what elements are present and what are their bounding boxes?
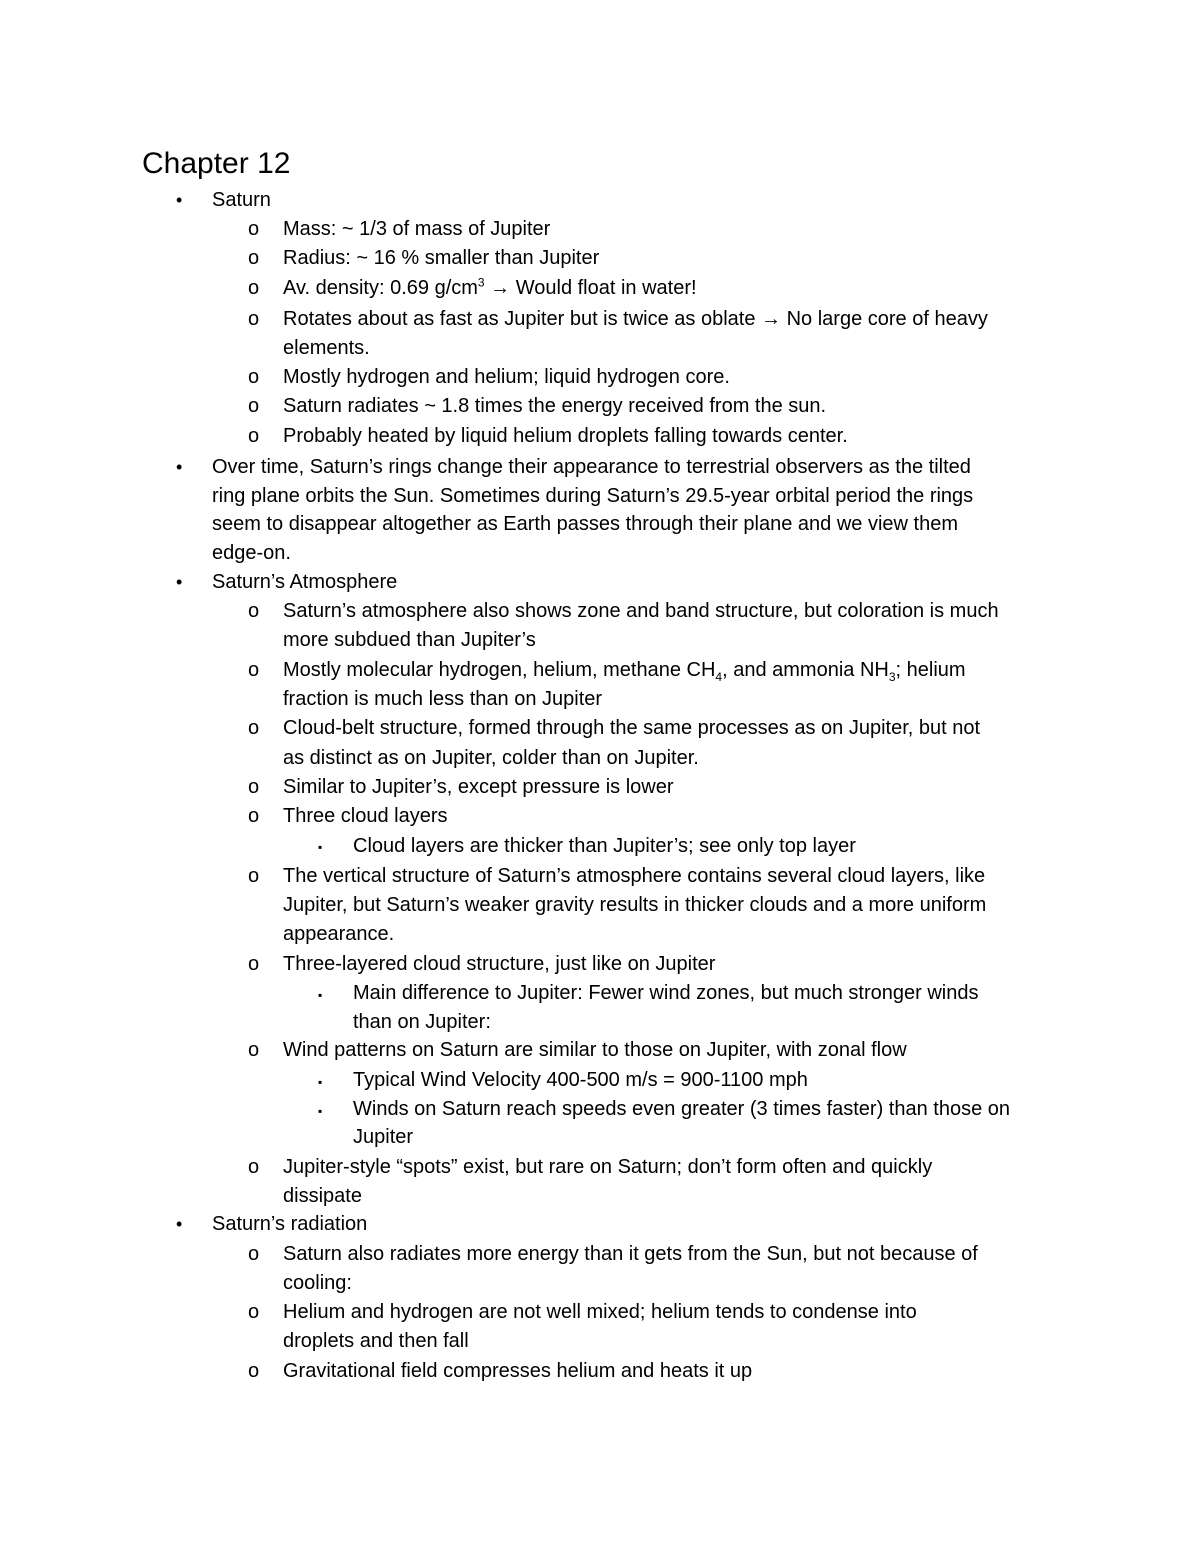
molecular-text: Mostly molecular hydrogen, helium, methane CH	[283, 659, 716, 681]
circle-marker: o	[248, 277, 260, 299]
subitem-wind-velocity: Typical Wind Velocity 400-500 m/s = 900-1100 mph	[353, 1069, 808, 1091]
bullet-saturn: Saturn	[212, 189, 271, 211]
circle-marker: o	[248, 1360, 260, 1382]
chapter-title: Chapter 12	[142, 147, 291, 180]
item-not-mixed: Helium and hydrogen are not well mixed; helium tends to condense into	[283, 1301, 917, 1323]
circle-marker: o	[248, 395, 260, 417]
circle-marker: o	[248, 600, 260, 622]
bullet-radiation: Saturn’s radiation	[212, 1213, 368, 1235]
circle-marker: o	[248, 717, 260, 739]
density-note: Would float in water!	[515, 277, 697, 299]
rotation-note: No large core of heavy	[786, 308, 988, 330]
subitem-thicker: Cloud layers are thicker than Jupiter’s; see only top layer	[353, 835, 856, 857]
item-rotation-cont: elements.	[283, 337, 370, 359]
density-exponent: 3	[477, 275, 485, 290]
circle-marker: o	[248, 805, 260, 827]
item-spots-cont: dissipate	[283, 1185, 362, 1207]
item-molecular-cont: fraction is much less than on Jupiter	[283, 688, 603, 710]
item-gravitational: Gravitational field compresses helium and heats it up	[283, 1360, 753, 1382]
circle-marker: o	[248, 1301, 260, 1323]
bullet-rings-line4: edge-on.	[212, 542, 291, 564]
item-radiates-more-cont: cooling:	[283, 1272, 352, 1294]
subitem-difference-cont: than on Jupiter:	[353, 1011, 491, 1033]
bullet-rings-line1: Over time, Saturn’s rings change their appearance to terrestrial observers as the tilted	[212, 456, 971, 478]
item-radiates: Saturn radiates ~ 1.8 times the energy received from the sun.	[283, 395, 827, 417]
molecular-end: ; helium	[895, 659, 966, 681]
item-vertical: The vertical structure of Saturn’s atmosphere contains several cloud layers, like	[283, 865, 986, 887]
arrow-icon: →	[490, 277, 511, 299]
item-pressure: Similar to Jupiter’s, except pressure is lower	[283, 776, 674, 798]
circle-marker: o	[248, 1039, 260, 1061]
item-density	[283, 274, 697, 303]
bullet-marker: •	[176, 457, 183, 477]
circle-marker: o	[248, 953, 260, 975]
circle-marker: o	[248, 865, 260, 887]
item-spots: Jupiter-style “spots” exist, but rare on Saturn; don’t form often and quickly	[283, 1156, 933, 1178]
item-zone-band-cont: more subdued than Jupiter’s	[283, 629, 536, 651]
item-heated: Probably heated by liquid helium droplets falling towards center.	[283, 425, 848, 447]
item-rotation	[283, 305, 988, 334]
bullet-rings-line2: ring plane orbits the Sun. Sometimes during Saturn’s 29.5-year orbital period the rings	[212, 485, 974, 507]
item-radius: Radius: ~ 16 % smaller than Jupiter	[283, 247, 600, 269]
item-not-mixed-cont: droplets and then fall	[283, 1330, 469, 1352]
circle-marker: o	[248, 218, 260, 240]
subitem-difference: Main difference to Jupiter: Fewer wind zones, but much stronger winds	[353, 982, 979, 1004]
item-cloud-belt: Cloud-belt structure, formed through the same processes as on Jupiter, but not	[283, 717, 981, 739]
density-text: Av. density: 0.69 g/cm	[283, 277, 478, 299]
square-marker: ▪	[318, 988, 323, 1002]
item-cloud-belt-cont: as distinct as on Jupiter, colder than on Jupiter.	[283, 747, 699, 769]
rotation-text: Rotates about as fast as Jupiter but is twice as oblate	[283, 308, 756, 330]
circle-marker: o	[248, 1243, 260, 1265]
arrow-icon: →	[761, 308, 782, 330]
circle-marker: o	[248, 366, 260, 388]
square-marker: ▪	[318, 1075, 323, 1089]
circle-marker: o	[248, 425, 260, 447]
circle-marker: o	[248, 308, 260, 330]
circle-marker: o	[248, 659, 260, 681]
circle-marker: o	[248, 1156, 260, 1178]
square-marker: ▪	[318, 840, 323, 854]
item-radiates-more: Saturn also radiates more energy than it gets from the Sun, but not because of	[283, 1243, 978, 1265]
item-zone-band: Saturn’s atmosphere also shows zone and band structure, but coloration is much	[283, 600, 999, 622]
molecular-mid: , and ammonia NH	[722, 659, 889, 681]
bullet-atmosphere: Saturn’s Atmosphere	[212, 571, 398, 593]
item-wind-patterns: Wind patterns on Saturn are similar to those on Jupiter, with zonal flow	[283, 1039, 907, 1061]
circle-marker: o	[248, 776, 260, 798]
bullet-rings-line3: seem to disappear altogether as Earth passes through their plane and we view them	[212, 513, 958, 535]
ch4-subscript: 4	[715, 670, 723, 684]
bullet-marker: •	[176, 572, 183, 592]
square-marker: ▪	[318, 1104, 323, 1118]
item-vertical-cont1: Jupiter, but Saturn’s weaker gravity results in thicker clouds and a more uniform	[283, 894, 987, 916]
item-vertical-cont2: appearance.	[283, 923, 395, 945]
circle-marker: o	[248, 247, 260, 269]
item-mass: Mass: ~ 1/3 of mass of Jupiter	[283, 218, 551, 240]
subitem-wind-speeds: Winds on Saturn reach speeds even greater (3 times faster) than those on	[353, 1098, 1011, 1120]
bullet-marker: •	[176, 190, 183, 210]
item-three-layers: Three cloud layers	[283, 805, 448, 827]
item-three-layered: Three-layered cloud structure, just like on Jupiter	[283, 953, 716, 975]
nh3-subscript: 3	[888, 670, 896, 684]
subitem-wind-speeds-cont: Jupiter	[353, 1126, 414, 1148]
item-composition: Mostly hydrogen and helium; liquid hydrogen core.	[283, 366, 730, 388]
bullet-marker: •	[176, 1214, 183, 1234]
item-molecular	[283, 656, 966, 685]
